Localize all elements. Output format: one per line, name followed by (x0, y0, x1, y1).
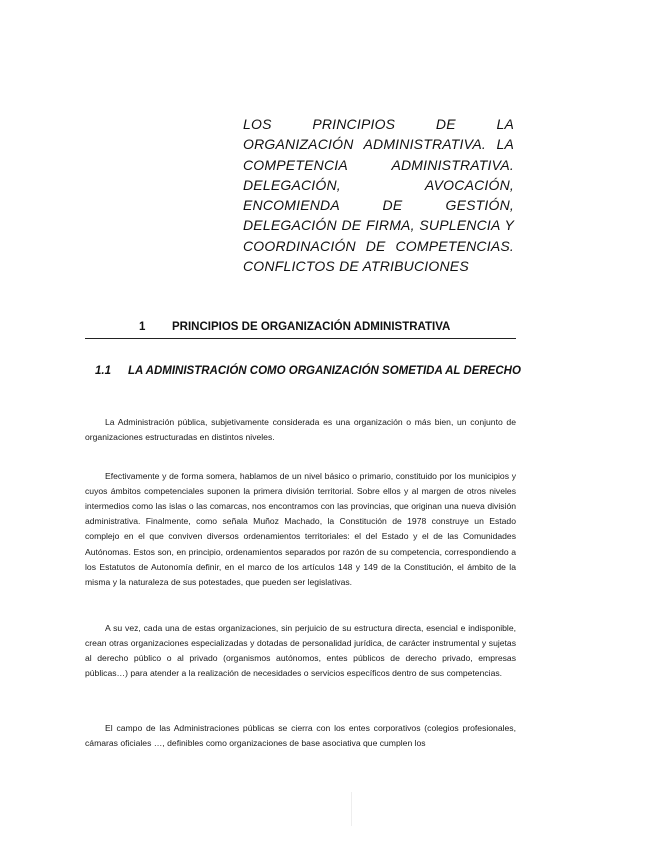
page-divider-mark (351, 792, 352, 826)
paragraph-1: La Administración pública, subjetivamente considerada es una organización o más bien, un conjunto de organizaciones estructuradas en distintos niveles. (85, 416, 516, 442)
subsection-title: LA ADMINISTRACIÓN COMO ORGANIZACIÓN SOMETIDA AL DERECHO (128, 365, 521, 377)
subsection-heading (95, 365, 525, 377)
section-heading (85, 316, 516, 339)
document-title: LOS PRINCIPIOS DE LA ORGANIZACIÓN ADMINISTRATIVA. LA COMPETENCIA ADMINISTRATIVA. DELEGACIÓN, AVOCACIÓN, ENCOMIENDA DE GESTIÓN, DELEGACIÓN DE FIRMA, SUPLENCIA Y COORDINACIÓN DE COMPETENCIAS. CONFLICTOS DE ATRIBUCIONES (243, 116, 514, 275)
section-number: 1 (139, 321, 146, 333)
paragraph-3: A su vez, cada una de estas organizaciones, sin perjuicio de su estructura directa, esencial e indisponible, crean otras organizaciones especializadas y dotadas de personalidad jurídica, de carácter instrumental y sujetas al derecho público o al privado (organismos autónomos, entes públicos de derecho privado, empresas públicas…) para atender a la realización de necesidades o servicios específicos dentro de sus competencias. (85, 622, 516, 679)
paragraph-4: El campo de las Administraciones públicas se cierra con los entes corporativos (colegios profesionales, cámaras oficiales …, definibles como organizaciones de base asociativa que cumplen los (85, 722, 516, 748)
subsection-number: 1.1 (95, 365, 111, 377)
section-title: PRINCIPIOS DE ORGANIZACIÓN ADMINISTRATIVA (172, 321, 451, 333)
paragraph-2: Efectivamente y de forma somera, hablamos de un nivel básico o primario, constituido por los municipios y cuyos ámbitos competenciales suponen la primera división territorial. Sobre ellos y al margen de otros niveles intermedios como las islas o las comarcas, nos encontramos con las provincias, que originan una nueva división administrativa. Finalmente, como señala Muñoz Machado, la Constitución de 1978 construye un Estado complejo en el que conviven diversos ordenamientos territoriales: el del Estado y el de las Comunidades Autónomas. Estos son, en principio, ordenamientos separados por razón de su competencia, correspondiendo a los Estatutos de Autonomía definir, en el marco de los artículos 148 y 149 de la Constitución, el ámbito de la misma y la naturaleza de sus potestades, que pueden ser legislativas. (85, 470, 516, 588)
